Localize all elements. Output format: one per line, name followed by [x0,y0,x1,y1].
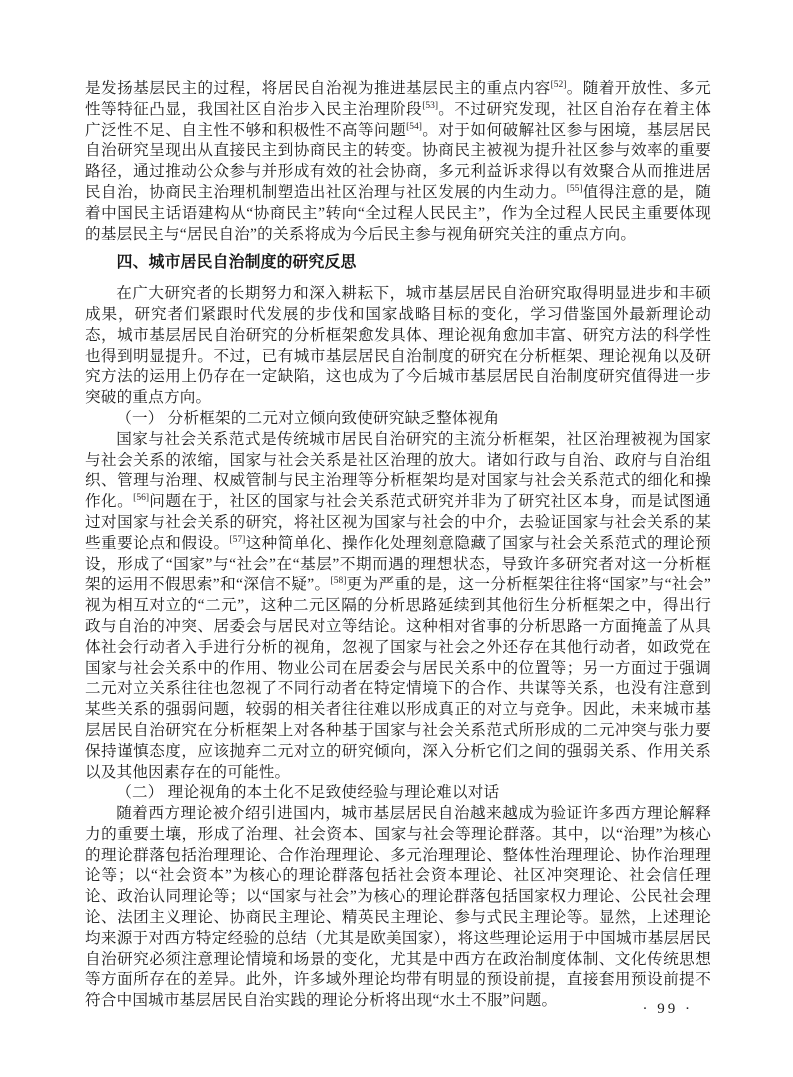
text-run: 随着西方理论被介绍引进国内，城市基层居民自治越来越成为验证许多西方理论解释力的重要土壤，形成了治理、社会资本、国家与社会等理论群落。其中，以“治理”为核心的理论群落包括治理理论、合作治理理论、多元治理理论、整体性治理理论、协作治理理论等；以“社会资本”为核心的理论群落包括社会资本理论、社区冲突理论、社会信任理论、政治认同理论等；以“国家与社会”为核心的理论群落包括国家权力理论、公民社会理论、法团主义理论、协商民主理论、精英民主理论、参与式民主理论等。显然，上述理论均来源于对西方特定经验的总结（尤其是欧美国家），将这些理论运用于中国城市基层居民自治研究必须注意理论情境和场景的变化，尤其是中西方在政治制度体制、文化传统思想等方面所存在的差异。此外，许多域外理论均带有明显的预设前提，直接套用预设前提不符合中国城市基层居民自治实践的理论分析将出现“水土不服”问题。 [85,805,711,1010]
text-run: 是发扬基层民主的过程，将居民自治视为推进基层民主的重点内容 [85,80,551,97]
paragraph [85,430,711,784]
text-run: 这种简单化、操作化处理刻意隐藏了国家与社会关系范式的理论预设，形成了“国家”与“社会”在“基层”不期而遇的理想状态，导致许多研究者对这一分析框架的运用不假思索”和“深信不疑”。 [85,534,711,594]
sub-heading: （一） 分析框架的二元对立倾向致使研究缺乏整体视角 [116,409,500,427]
citation-ref: [55] [566,183,583,194]
text-run: 国家与社会关系范式是传统城市居民自治研究的主流分析框架，社区治理被视为国家与社会关系的浓缩，国家与社会关系是社区治理的放大。诸如行政与自治、政府与自治组织、管理与治理、权威管制与民主治理等分析框架均是对国家与社会关系范式的细化和操作化。 [85,430,711,511]
text-run: 在广大研究者的长期努力和深入耕耘下，城市基层居民自治研究取得明显进步和丰硕成果，研究者们紧跟时代发展的步伐和国家战略目标的变化，学习借鉴国外最新理论动态，城市基层居民自治研究的分析框架愈发具体、理论视角愈加丰富、研究方法的科学性也得到明显提升。不过，已有城市基层居民自治制度的研究在分析框架、理论视角以及研究方法的运用上仍存在一定缺陷，这也成为了今后城市基层居民自治制度研究值得进一步突破的重点方向。 [85,285,711,407]
text-run: 值得注意的是，随着中国民主话语建构从“协商民主”转向“全过程人民民主”，作为全过程人民民主重要体现的基层民主与“居民自治”的关系将成为今后民主参与视角研究关注的重点方向。 [85,183,711,243]
citation-ref: [57] [229,534,246,545]
text-run: 。不过研究发现，社区自治存在着主体广泛性不足、自主性不够和积极性不高等问题 [85,100,711,139]
section-heading: 四、城市居民自治制度的研究反思 [116,254,357,272]
sub-heading: （二） 理论视角的本土化不足致使经验与理论难以对话 [116,784,500,802]
citation-ref: [56] [133,493,149,504]
citation-ref: [53] [422,100,439,111]
paragraph [85,79,711,245]
citation-ref: [54] [406,121,422,132]
text-run: 。随着开放性、多元性等特征凸显，我国社区自治步入民主治理阶段 [85,80,711,118]
citation-ref: [58] [330,576,347,587]
document-body [85,79,711,1012]
paragraph [85,804,711,1012]
text-run: 。对于如何破解社区参与困境，基层居民自治研究呈现出从直接民主到协商民主的转变。协商民主被视为提升社区参与效率的重要路径，通过推动公众参与并形成有效的社会协商，多元利益诉求得以有效聚合从而推进居民自治，协商民主治理机制塑造出社区治理与社区发展的内生动力。 [85,121,711,201]
page-number: · 99 · [642,1001,693,1017]
text-run: 更为严重的是，这一分析框架往往将“国家”与“社会”视为相互对立的“二元”，这种二元区隔的分析思路延续到其他衍生分析框架之中，得出行政与自治的冲突、居委会与居民对立等结论。这种相对省事的分析思路一方面掩盖了从具体社会行动者入手进行分析的视角，忽视了国家与社会之外还存在其他行动者，如政党在国家与社会关系中的作用、物业公司在居委会与居民关系中的位置等；另一方面过于强调二元对立关系往往也忽视了不同行动者在特定情境下的合作、共谋等关系，也没有注意到某些关系的强弱问题，较弱的相关者往往难以形成真正的对立与竞争。因此，未来城市基层居民自治研究在分析框架上对各种基于国家与社会关系范式所形成的二元冲突与张力要保持谨慎态度，应该抛弃二元对立的研究倾向，深入分析它们之间的强弱关系、作用关系以及其他因素存在的可能性。 [85,576,711,781]
text-run: 问题在于，社区的国家与社会关系范式研究并非为了研究社区本身，而是试图通过对国家与社会关系的研究，将社区视为国家与社会的中介，去验证国家与社会关系的某些重要论点和假设。 [85,493,711,552]
paragraph [85,284,711,409]
citation-ref: [52] [550,80,567,90]
